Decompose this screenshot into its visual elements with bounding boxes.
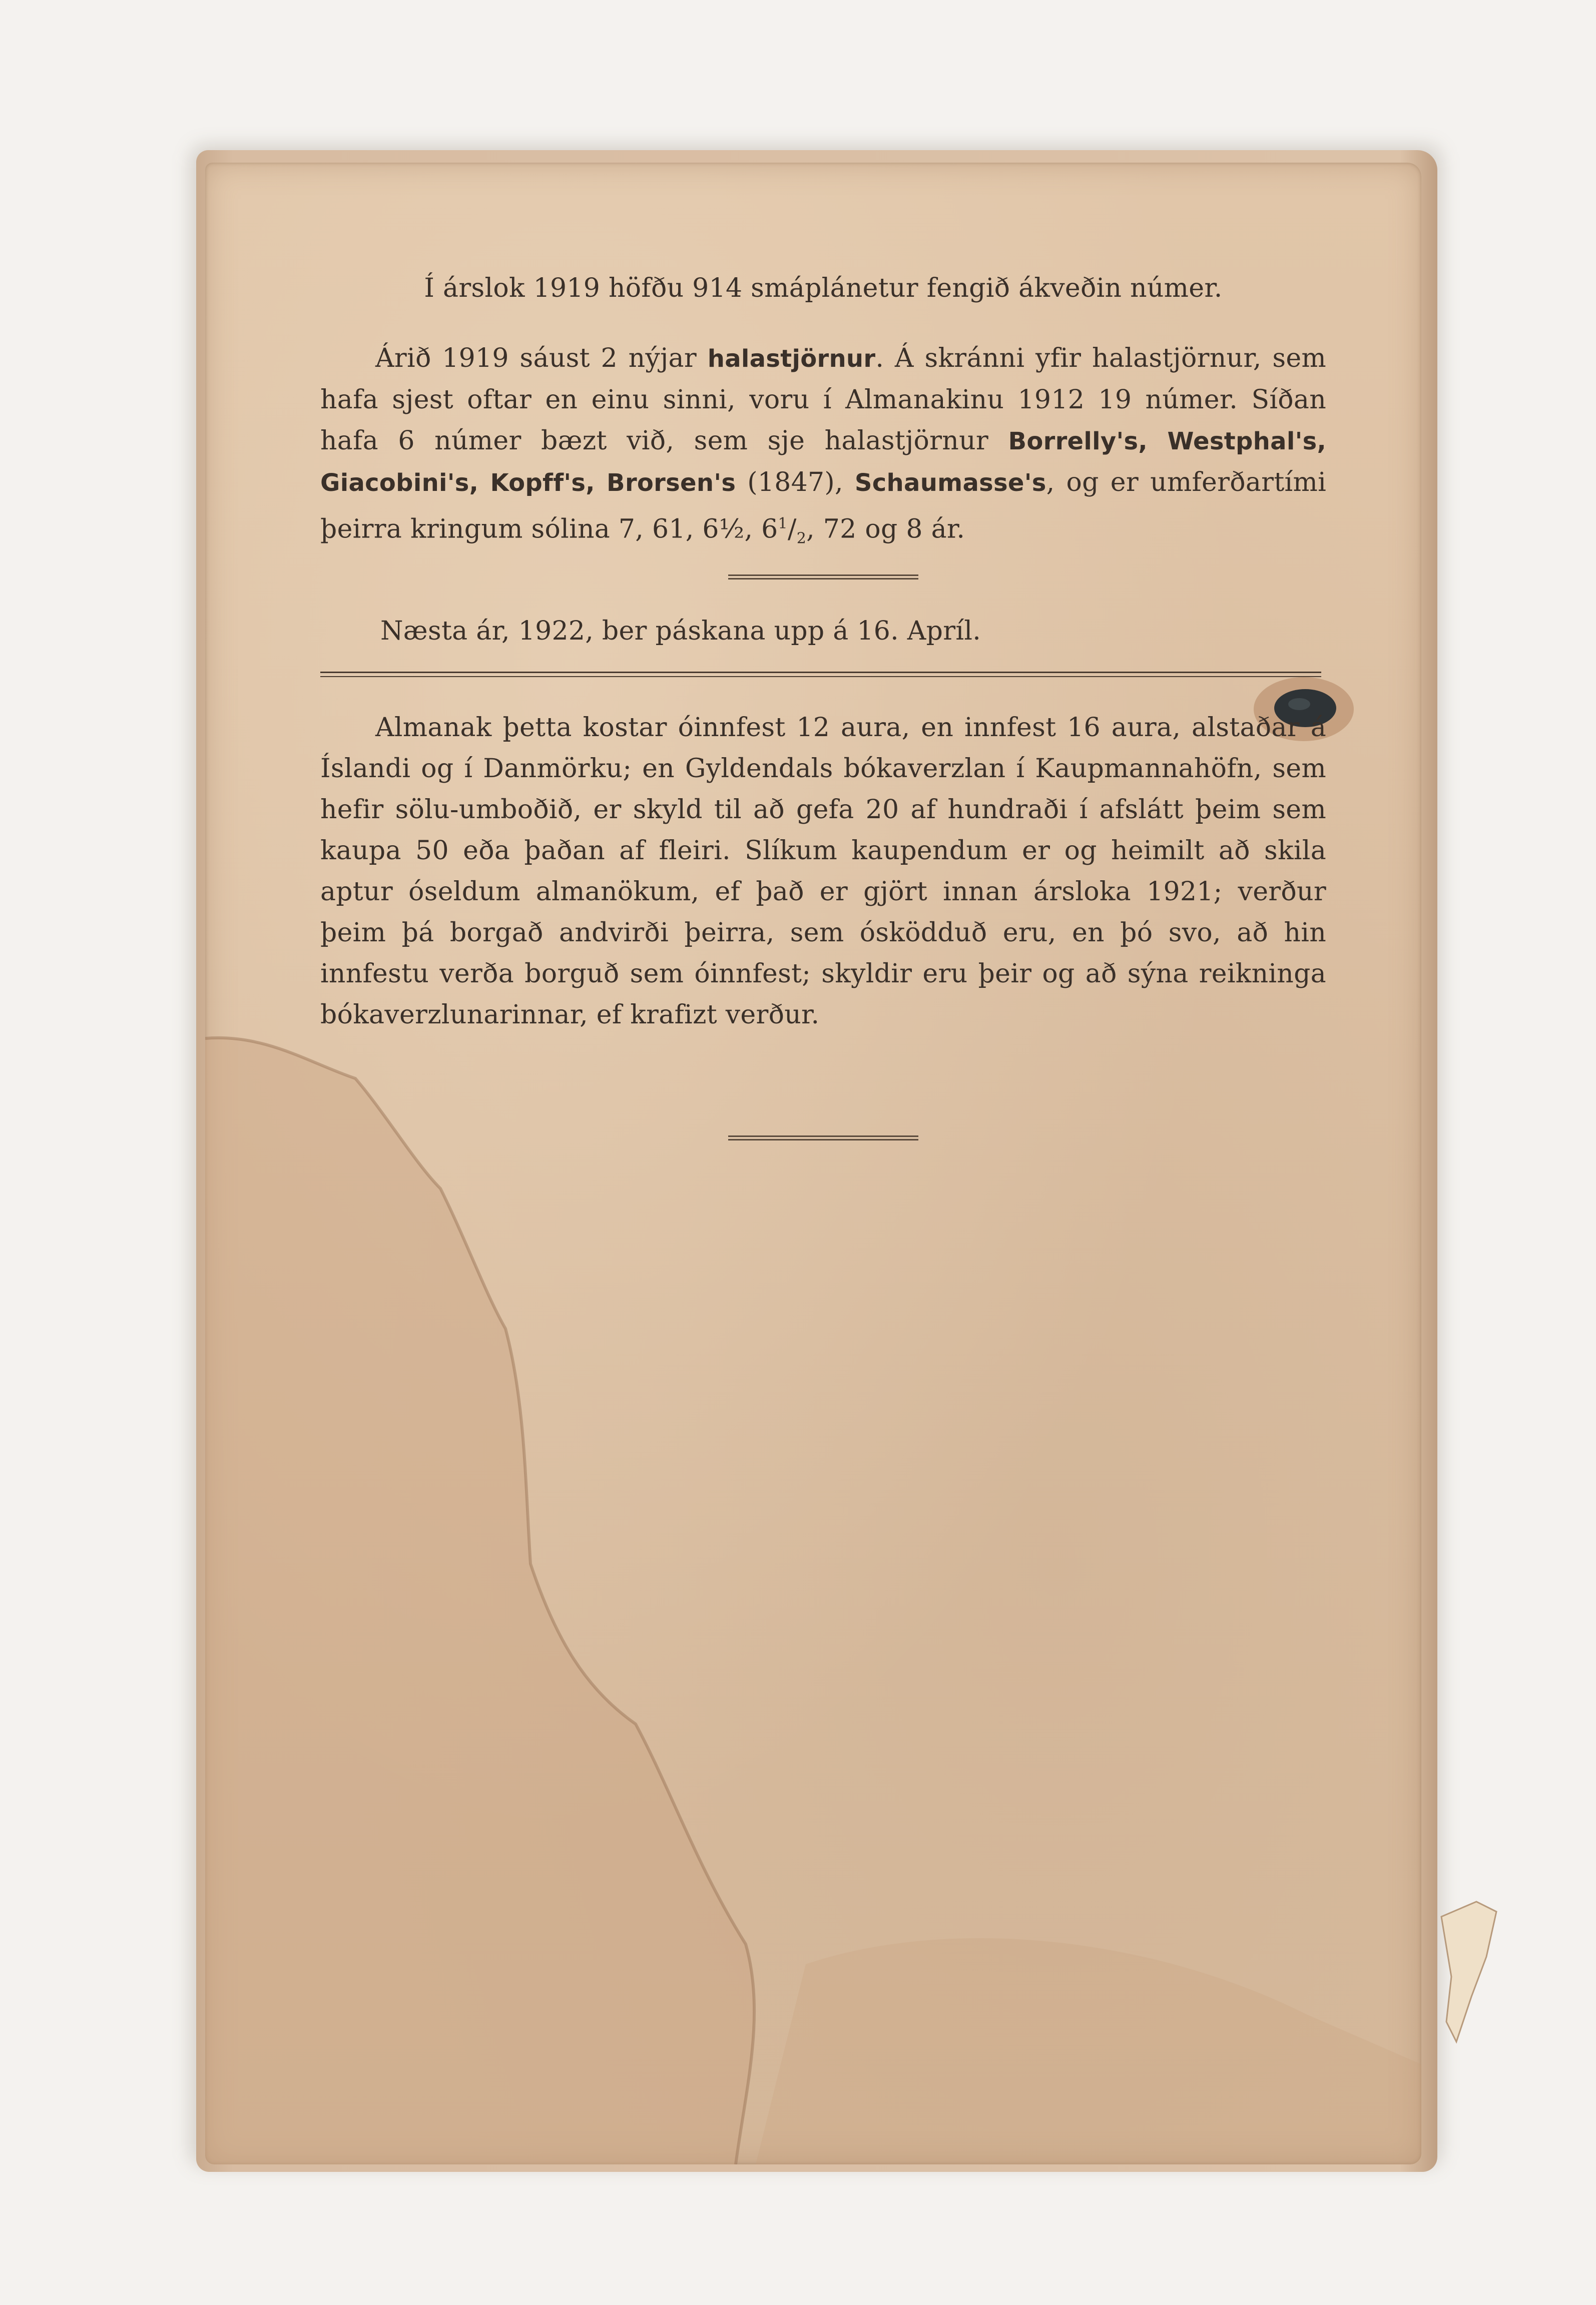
- section-divider: [728, 574, 918, 580]
- comets-paragraph: Árið 1919 sáust 2 nýjar halastjörnur. Á skránni yfir halastjörnur, sem hafa sjest oftar en einu sinni, voru í Almanakinu 1912 19 númer. Síðan hafa 6 númer bæzt við, sem sje halastjörnur Borrelly's, Westphal's, Giacobini's, Kopff's, Brorsen's (1847), Schaumasse's, og er umferðartími þeirra kringum sólina 7, 61, 6½, $6^1/_2$, 72 og 8 ár.: [320, 343, 1326, 547]
- pricing-paragraph: Almanak þetta kostar óinnfest 12 aura, en innfest 16 aura, alstaðar á Íslandi og í Danmörku; en Gyldendals bókaverzlan í Kaupmannahöfn, sem hefir sölu-umboðið, er skyld til að gefa 20 af hundraði í afslátt þeim sem kaupa 50 eða þaðan af fleiri. Slíkum kaupendum er og heimilt að skila aptur óseldum almanökum, ef það er gjört innan ársloka 1921; verður þeim þá borgað andvirði þeirra, sem ósködduð eru, en þó svo, að hin innfestu verða borguð sem óinnfest; skyldir eru þeir og að sýna reikninga bókaverzlunarinnar, ef krafizt verður.: [320, 712, 1326, 1030]
- torn-paper-tab: [1436, 1897, 1506, 2047]
- easter-note: Næsta ár, 1922, ber páskana upp á 16. Apríl.: [380, 616, 981, 646]
- double-rule: [320, 672, 1321, 677]
- booklet-back-cover: [205, 163, 1421, 2164]
- end-divider: [728, 1135, 918, 1140]
- text-block: [320, 268, 1326, 1140]
- minor-planets-note: Í árslok 1919 höfðu 914 smáplánetur fengið ákveðin númer.: [424, 273, 1223, 303]
